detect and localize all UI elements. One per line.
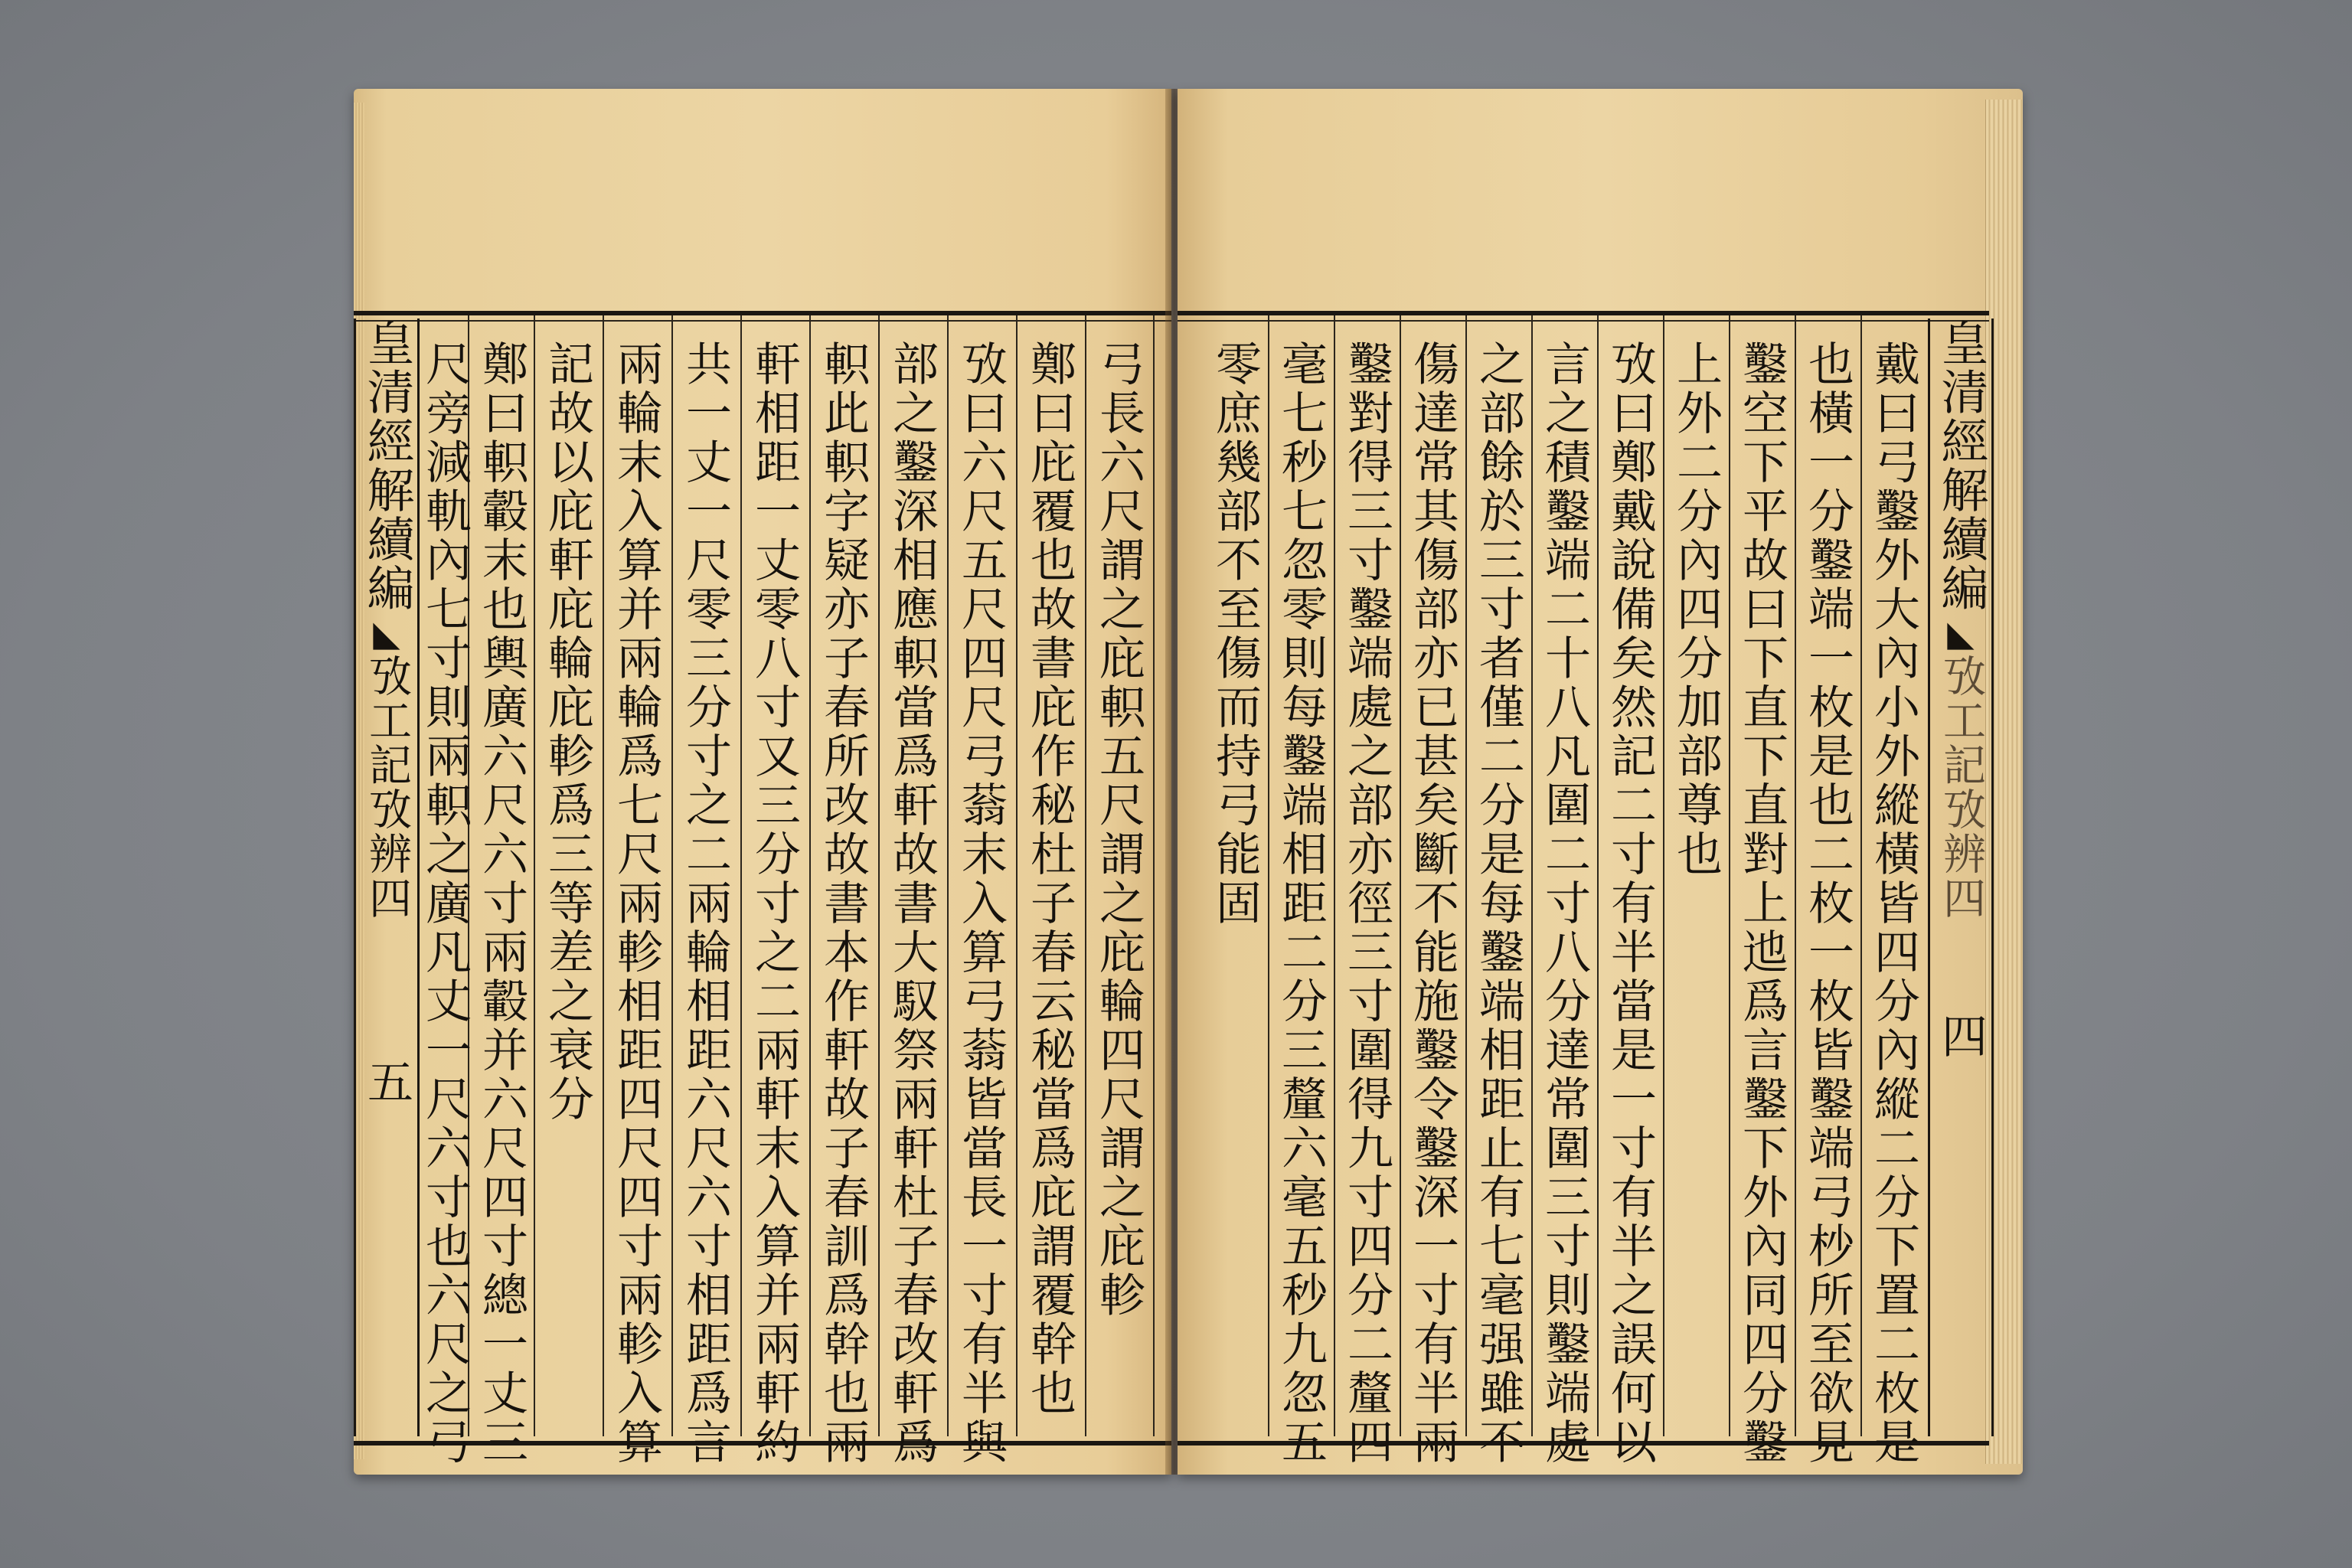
banner-subtitle: 攷工記攷辨四: [1936, 654, 1986, 920]
text-column: 鑿空下平故曰下直下直對上迆爲言鑿下外內同四分鑿: [1735, 340, 1788, 1467]
fishtail-mark: ◣: [366, 612, 407, 654]
text-column: 記故以庇軒庇輪庇軫爲三等差之衰分: [541, 340, 594, 1124]
text-column: 毫七秒七忽零則每鑿端相距二分三釐六毫五秒九忽五: [1274, 340, 1328, 1467]
text-column: 弓長六尺謂之庇軹五尺謂之庇輪四尺謂之庇軫: [1092, 340, 1145, 1320]
banner-title: 皇清經解續編: [1933, 318, 1989, 612]
text-column: 戴曰弓鑿外大內小外縱橫皆四分內縱二分下置二枚是: [1867, 340, 1920, 1467]
text-column: 上外二分內四分加部尊也: [1669, 340, 1723, 879]
left-page: [354, 89, 1171, 1475]
banner-title: 皇清經解續編: [359, 318, 415, 612]
text-column: 零庶幾部不至傷而持弓能固: [1208, 340, 1262, 928]
text-column: 兩輪末入算并兩輪爲七尺兩軫相距四尺四寸兩軫入算: [609, 340, 663, 1467]
text-column: 尺旁減軌內七寸則兩軹之廣凡丈一尺六寸也六尺之弓: [418, 340, 472, 1467]
folio-number: 四: [1934, 1012, 1988, 1058]
open-book: [354, 89, 2023, 1475]
text-column: 也橫一分鑿端一枚是也二枚一枚皆鑿端弓杪所至欲見: [1801, 340, 1854, 1467]
text-column: 攷曰六尺五尺四尺弓蓊末入算弓蓊皆當長一寸有半與: [954, 340, 1008, 1467]
left-page-banner: [354, 318, 420, 1436]
right-page-banner: [1928, 318, 1994, 1436]
text-column: 軒相距一丈零八寸又三分寸之二兩軒末入算并兩軒約: [747, 340, 801, 1467]
right-page: [1178, 89, 2023, 1475]
text-column: 共一丈一尺零三分寸之二兩輪相距六尺六寸相距爲言: [678, 340, 732, 1467]
text-column: 部之鑿深相應軹當爲軒故書大馭祭兩軒杜子春改軒爲: [885, 340, 939, 1467]
text-column: 鑿對得三寸鑿端處之部亦徑三寸圍得九寸四分二釐四: [1340, 340, 1393, 1467]
folio-number: 五: [360, 1058, 413, 1104]
text-column: 軹此軹字疑亦子春所改故書本作軒故子春訓爲幹也兩: [816, 340, 870, 1467]
text-column: 言之積鑿端二十八凡圍二寸八分達常圍三寸則鑿端處: [1537, 340, 1591, 1467]
banner-subtitle: 攷工記攷辨四: [362, 654, 412, 920]
text-column: 傷達常其傷部亦已甚矣斷不能施鑿令鑿深一寸有半兩: [1406, 340, 1459, 1467]
text-column: 攷曰鄭戴說備矣然記二寸有半當是一寸有半之誤何以: [1603, 340, 1657, 1467]
text-column: 之部餘於三寸者僅二分是每鑿端相距止有七毫强雖不: [1472, 340, 1525, 1467]
text-column: 鄭曰軹轂末也輿廣六尺六寸兩轂并六尺四寸總一丈三: [475, 340, 528, 1467]
text-column: 鄭曰庇覆也故書庇作秘杜子春云秘當爲庇謂覆幹也: [1023, 340, 1076, 1418]
fishtail-mark: ◣: [1940, 612, 1981, 654]
